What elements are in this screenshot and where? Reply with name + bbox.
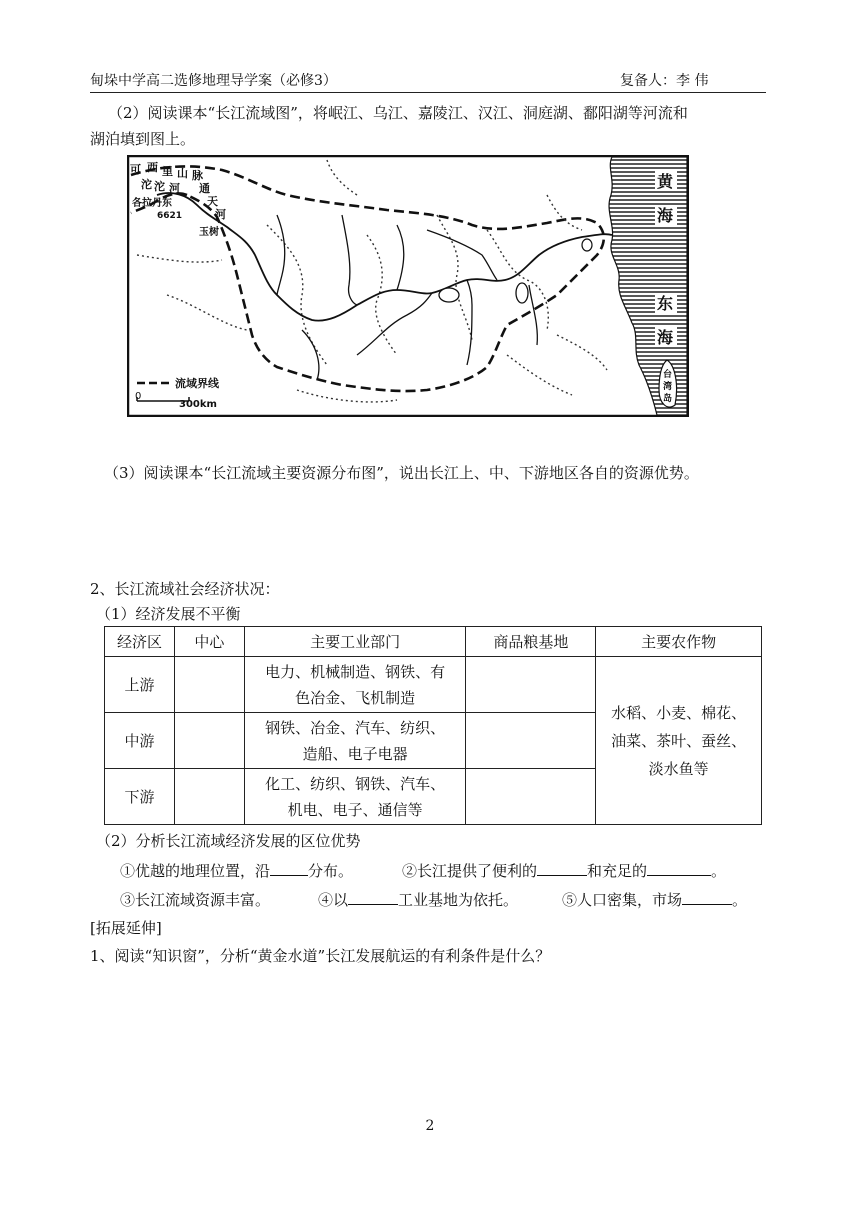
cell-region: 中游 bbox=[105, 713, 175, 769]
cell-grain bbox=[466, 657, 596, 713]
cell-crops-line3: 淡水鱼等 bbox=[648, 759, 709, 778]
cell-industry-line1: 化工、纺织、钢铁、汽车、 bbox=[265, 774, 446, 793]
map-label-tw2: 湾 bbox=[663, 382, 673, 392]
cell-crops bbox=[596, 657, 762, 825]
cell-region: 上游 bbox=[105, 657, 175, 713]
advantage-1-text-end: 分布。 bbox=[308, 862, 354, 880]
header-school-title: 甸垛中学高二选修地理导学案（必修3） bbox=[90, 73, 337, 89]
cell-crops-line1: 水稻、小麦、棉花、 bbox=[611, 703, 747, 722]
table-row bbox=[105, 657, 762, 713]
th-center: 中心 bbox=[174, 627, 244, 657]
th-crops: 主要农作物 bbox=[596, 627, 762, 657]
cell-grain bbox=[466, 713, 596, 769]
cell-center bbox=[174, 657, 244, 713]
map-label-sea3: 东 bbox=[657, 294, 674, 313]
map-label-tl8: 河 bbox=[169, 182, 180, 195]
cell-center bbox=[174, 769, 244, 825]
cell-grain bbox=[466, 769, 596, 825]
map-label-tl13: 6621 bbox=[157, 211, 183, 221]
legend-boundary-label: 流域界线 bbox=[175, 377, 219, 390]
blank-1[interactable] bbox=[270, 861, 308, 876]
page-header bbox=[90, 70, 766, 93]
economy-table bbox=[104, 626, 762, 825]
map-label-tl5: 脉 bbox=[192, 169, 203, 182]
map-label-tl12: 各拉丹东 bbox=[132, 198, 172, 209]
advantage-1 bbox=[120, 860, 353, 881]
cell-industry-line1: 钢铁、冶金、汽车、纺织、 bbox=[265, 718, 446, 737]
scale-zero: 0 bbox=[135, 391, 142, 402]
extension-title: [拓展延伸] bbox=[90, 919, 162, 937]
map-label-tl10: 天 bbox=[207, 195, 218, 208]
page-number: 2 bbox=[425, 1118, 435, 1134]
map-label-tl7: 沱 bbox=[154, 180, 165, 193]
th-grain: 商品粮基地 bbox=[466, 627, 596, 657]
map-label-tw1: 台 bbox=[663, 370, 673, 380]
map-label-tl2: 西 bbox=[147, 161, 158, 174]
advantage-5-text-end: 。 bbox=[732, 891, 748, 909]
section2-title: 2、长江流域社会经济状况： bbox=[90, 580, 280, 598]
cell-industry bbox=[244, 657, 466, 713]
header-preparer: 复备人：李 伟 bbox=[620, 73, 709, 89]
map-label-tl4: 山 bbox=[177, 167, 188, 180]
q3-text: （3）阅读课本“长江流域主要资源分布图”，说出长江上、中、下游地区各自的资源优势。 bbox=[104, 464, 699, 482]
cell-industry-line2: 色冶金、飞机制造 bbox=[295, 688, 416, 707]
advantage-2-text-end: 。 bbox=[711, 862, 727, 880]
advantage-5 bbox=[562, 889, 747, 910]
section2-sub1: （1）经济发展不平衡 bbox=[96, 605, 241, 623]
map-label-tl9: 通 bbox=[199, 182, 210, 195]
map-label-tl11: 河 bbox=[215, 208, 226, 221]
advantage-2 bbox=[402, 860, 726, 881]
advantage-2-text-mid: 和充足的 bbox=[587, 862, 648, 880]
yangtze-basin-map bbox=[127, 155, 689, 417]
th-industry: 主要工业部门 bbox=[244, 627, 466, 657]
cell-industry bbox=[244, 769, 466, 825]
map-label-tl14: 玉树 bbox=[199, 227, 219, 238]
extension-q1: 1、阅读“知识窗”，分析“黄金水道”长江发展航运的有利条件是什么？ bbox=[90, 947, 551, 965]
table-header-row bbox=[105, 627, 762, 657]
map-label-tw3: 岛 bbox=[663, 394, 673, 404]
map-label-sea4: 海 bbox=[657, 328, 674, 347]
scale-value: 300km bbox=[179, 399, 217, 410]
cell-crops-line2: 油菜、茶叶、蚕丝、 bbox=[611, 731, 747, 750]
blank-4[interactable] bbox=[348, 890, 398, 905]
cell-industry bbox=[244, 713, 466, 769]
blank-2[interactable] bbox=[537, 861, 587, 876]
advantage-3: ③长江流域资源丰富。 bbox=[120, 891, 271, 909]
th-region: 经济区 bbox=[105, 627, 175, 657]
blank-5[interactable] bbox=[682, 890, 732, 905]
section2-sub2: （2）分析长江流域经济发展的区位优势 bbox=[96, 832, 361, 850]
cell-industry-line1: 电力、机械制造、钢铁、有 bbox=[265, 662, 446, 681]
advantage-4-text-end: 工业基地为依托。 bbox=[398, 891, 519, 909]
advantage-4-text: ④以 bbox=[318, 891, 349, 909]
map-label-sea1: 黄 bbox=[657, 172, 674, 191]
blank-3[interactable] bbox=[647, 861, 711, 876]
advantage-1-text: ①优越的地理位置，沿 bbox=[120, 862, 271, 880]
cell-industry-line2: 造船、电子电器 bbox=[302, 744, 408, 763]
cell-region: 下游 bbox=[105, 769, 175, 825]
map-label-sea2: 海 bbox=[657, 206, 674, 225]
advantage-2-text: ②长江提供了便利的 bbox=[402, 862, 538, 880]
advantage-5-text: ⑤人口密集，市场 bbox=[562, 891, 683, 909]
advantage-4 bbox=[318, 889, 518, 910]
q2-text-line2: 湖泊填到图上。 bbox=[90, 130, 196, 148]
q2-text-line1: （2）阅读课本“长江流域图”，将岷江、乌江、嘉陵江、汉江、洞庭湖、鄱阳湖等河流和 bbox=[108, 104, 688, 122]
cell-center bbox=[174, 713, 244, 769]
map-label-tl1: 可 bbox=[130, 163, 141, 176]
map-label-tl6: 沱 bbox=[141, 178, 152, 191]
cell-industry-line2: 机电、电子、通信等 bbox=[287, 800, 423, 819]
map-label-tl3: 里 bbox=[162, 165, 173, 178]
